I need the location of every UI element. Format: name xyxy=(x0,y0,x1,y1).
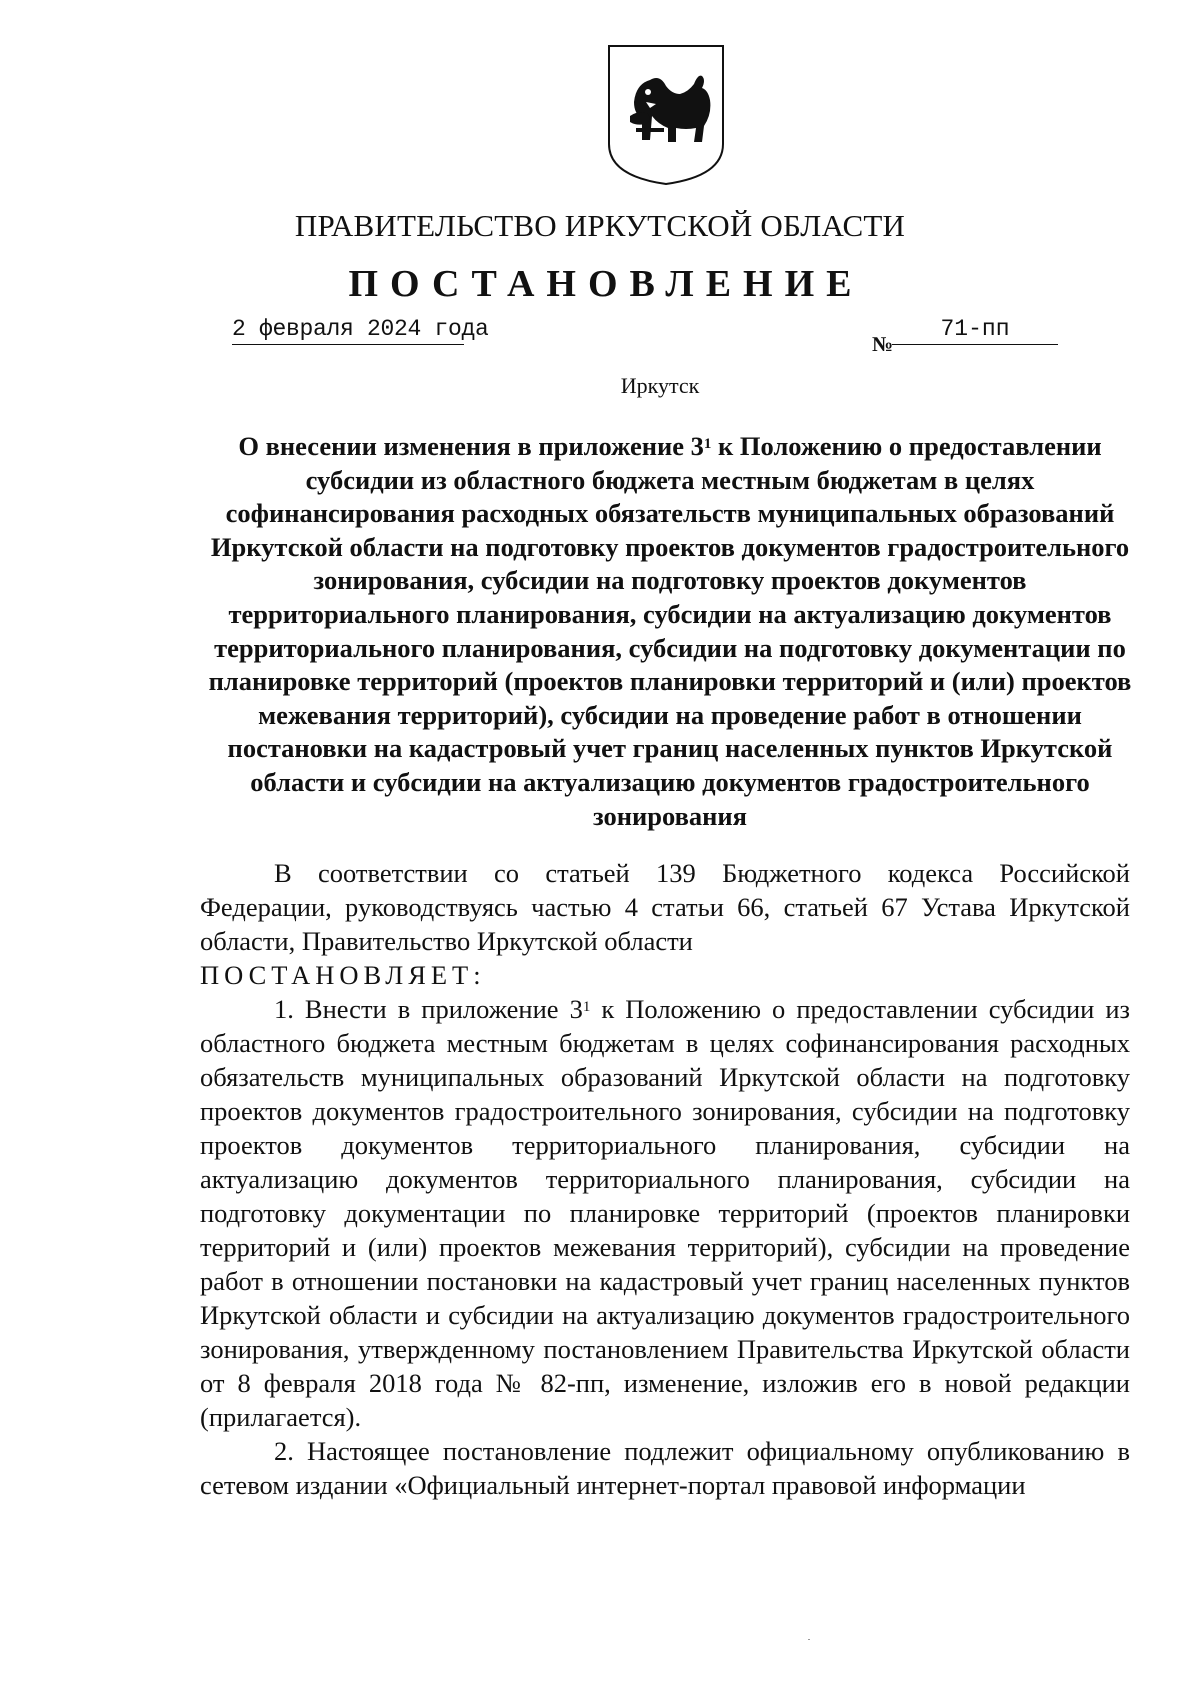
document-type: ПОСТАНОВЛЕНИЕ xyxy=(348,263,864,305)
preamble-paragraph: В соответствии со статьей 139 Бюджетного кодекса Российской Федерации, руководствуясь частью 4 статьи 66, статьей 67 Устава Иркутской области, Правительство Иркутской области xyxy=(200,858,1130,956)
document-title xyxy=(200,430,1140,833)
document-date: 2 февраля 2024 года xyxy=(232,316,464,345)
item-1-paragraph xyxy=(200,992,1130,1434)
title-text-end: к Положению о предоставлении субсидии из областного бюджета местным бюджетам в целях софинансирования расходных обязательств муниципальных образований Иркутской области на подготовку проектов документов градостроительного зонирования, субсидии на подготовку проектов документов территориального планирования, субсидии на актуализацию документов территориального планирования, субсидии на подготовку документации по планировке территорий (проектов планировки территорий и (или) проектов межевания территорий), субсидии на проведение работ в отношении постановки на кадастровый учет границ населенных пунктов Иркутской области и субсидии на актуализацию документов градостроительного зонирования xyxy=(208,431,1132,831)
document-body xyxy=(200,856,1130,1502)
coat-of-arms-icon xyxy=(606,44,726,186)
item-1-text-end: к Положению о предоставлении субсидии из областного бюджета местным бюджетам в целях софинансирования расходных обязательств муниципальных образований Иркутской области на подготовку проектов документов градостроительного зонирования, субсидии на подготовку проектов документов территориального планирования, субсидии на актуализацию документов территориального планирования, субсидии на подготовку документации по планировке территорий (проектов планировки территорий и (или) проектов межевания территорий), субсидии на проведение работ в отношении постановки на кадастровый учет границ населенных пунктов Иркутской области и субсидии на актуализацию документов градостроительного зонирования, утвержденному постановлением Правительства Иркутской области от 8 февраля 2018 года № 82-пп, изменение, изложив его в новой редакции (прилагается). xyxy=(200,994,1130,1432)
scan-speck xyxy=(808,1639,810,1640)
item-1-superscript: 1 xyxy=(582,999,591,1015)
city: Иркутск xyxy=(620,373,700,398)
number-sign: № xyxy=(872,332,894,356)
document-number: 71-пп xyxy=(892,316,1058,345)
title-text-start: О внесении изменения в приложение 3 xyxy=(238,431,704,461)
organization-name: ПРАВИТЕЛЬСТВО ИРКУТСКОЙ ОБЛАСТИ xyxy=(294,208,906,243)
item-2-paragraph: 2. Настоящее постановление подлежит официальному опубликованию в сетевом издании «Официальный интернет-портал правовой информации xyxy=(200,1436,1130,1500)
title-superscript: 1 xyxy=(703,436,712,452)
item-1-text-start: 1. Внести в приложение 3 xyxy=(274,994,583,1024)
resolve-heading: ПОСТАНОВЛЯЕТ: xyxy=(200,960,486,990)
